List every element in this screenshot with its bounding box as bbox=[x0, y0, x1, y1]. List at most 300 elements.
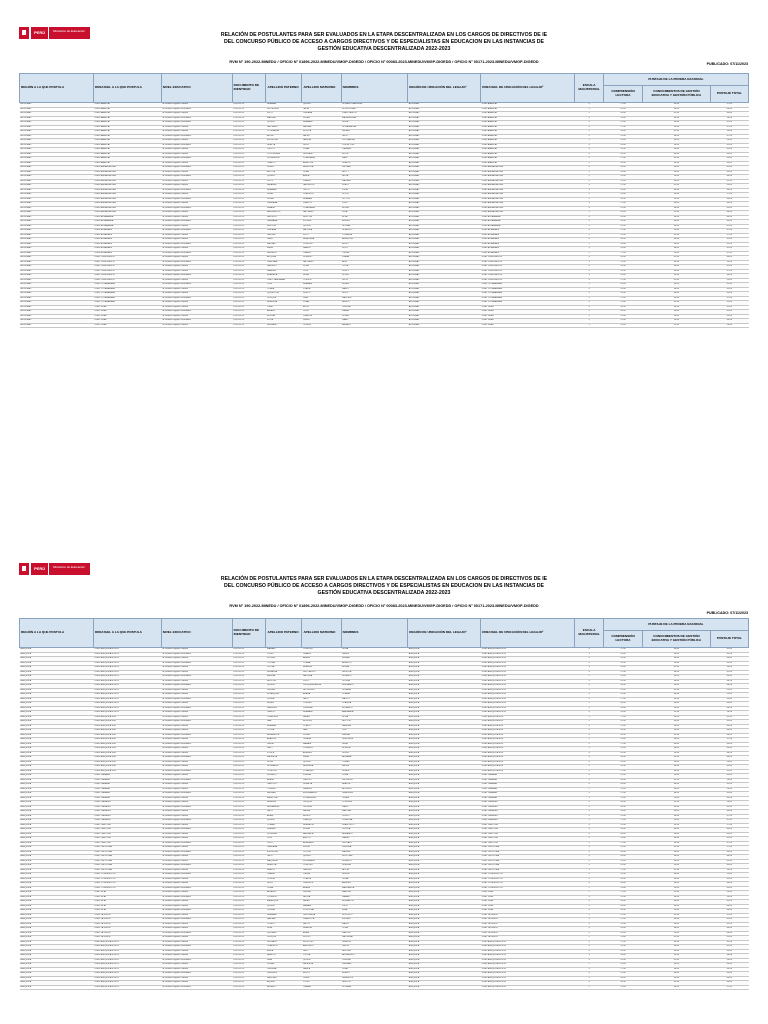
table-cell: 16.00 bbox=[603, 242, 642, 247]
table-cell: AREQUIPA bbox=[408, 733, 481, 738]
table-cell: XXXXXXXX bbox=[232, 886, 266, 891]
table-cell: 4 bbox=[575, 882, 604, 887]
table-cell: 3 bbox=[575, 310, 604, 315]
table-cell: HUGO bbox=[341, 242, 408, 247]
table-cell: MAMANI bbox=[266, 648, 302, 653]
table-cell: UGEL ISLAY bbox=[481, 904, 575, 909]
header-nivel: NIVEL EDUCATIVO bbox=[161, 74, 232, 103]
table-cell: 17.00 bbox=[603, 715, 642, 720]
table-cell: IE Gestión Regular Primaria bbox=[161, 305, 232, 310]
table-cell: APURIMAC bbox=[408, 251, 481, 256]
table-cell: 3 bbox=[575, 756, 604, 761]
table-cell: 48.00 bbox=[643, 724, 711, 729]
table-cell: 60.00 bbox=[710, 756, 748, 761]
table-cell: HILDA bbox=[341, 175, 408, 180]
table-cell: MAMANI bbox=[302, 904, 341, 909]
table-cell: APURIMAC bbox=[408, 233, 481, 238]
table-cell: XXXXXXXX bbox=[232, 801, 266, 806]
table-cell: XXXXXXXX bbox=[232, 103, 266, 108]
table-cell: UGEL AYMARAES bbox=[481, 238, 575, 243]
table-cell: UGEL CHINCHEROS bbox=[94, 269, 162, 274]
title-line: GESTIÓN EDUCATIVA DESCENTRALIZADA 2022-2023 bbox=[317, 46, 451, 53]
table-cell: 15.00 bbox=[603, 747, 642, 752]
table-cell: 13.00 bbox=[603, 193, 642, 198]
table-cell: HUARACA bbox=[266, 274, 302, 279]
table-cell: 15.00 bbox=[603, 314, 642, 319]
table-cell: 46.00 bbox=[643, 265, 711, 270]
table-cell: UGEL LA UNION bbox=[481, 913, 575, 918]
table-cell: 19.00 bbox=[603, 765, 642, 770]
table-cell: APURIMAC bbox=[408, 215, 481, 220]
table-cell: XXXXXXXX bbox=[232, 949, 266, 954]
table-cell: AREQUIPA bbox=[408, 652, 481, 657]
table-cell: CUBA bbox=[302, 170, 341, 175]
table-cell: IE Gestión Regular Secundaria bbox=[161, 873, 232, 878]
table-cell: 65.00 bbox=[710, 774, 748, 779]
table-cell: YUCRA bbox=[266, 729, 302, 734]
table-cell: ARANA bbox=[302, 693, 341, 698]
table-cell: AREQUIPA bbox=[408, 945, 481, 950]
table-cell: LUIS bbox=[341, 729, 408, 734]
table-cell: 5 bbox=[575, 963, 604, 968]
table-cell: 42.00 bbox=[643, 211, 711, 216]
table-cell: 44.00 bbox=[643, 850, 711, 855]
table-cell: UGEL LA UNION bbox=[94, 936, 162, 941]
table-cell: 17.00 bbox=[603, 184, 642, 189]
table-cell: HUARACHI bbox=[302, 823, 341, 828]
table-cell: 48.00 bbox=[643, 949, 711, 954]
table-cell: UGEL AREQUIPA NORTE bbox=[94, 652, 162, 657]
table-cell: CUSI bbox=[266, 283, 302, 288]
table-cell: UGEL AREQUIPA SUR bbox=[481, 738, 575, 743]
table-cell: UGEL AREQUIPA NORTE bbox=[94, 949, 162, 954]
table-cell: IE Gestión Regular Primaria bbox=[161, 130, 232, 135]
table-cell: CCALLA bbox=[302, 877, 341, 882]
table-cell: CECILIA bbox=[341, 828, 408, 833]
table-cell: 58.00 bbox=[710, 760, 748, 765]
table-cell: APURIMAC bbox=[408, 184, 481, 189]
table-cell: ARAPA bbox=[302, 886, 341, 891]
table-cell: XXXXXXXX bbox=[232, 855, 266, 860]
table-cell: IE Gestión Regular Primaria bbox=[161, 301, 232, 306]
table-cell: UGEL AYMARAES bbox=[94, 233, 162, 238]
table-cell: VALDIVIA bbox=[302, 229, 341, 234]
table-cell: FELIX bbox=[341, 292, 408, 297]
table-cell: 5 bbox=[575, 220, 604, 225]
table-cell: APURIMAC bbox=[20, 238, 94, 243]
table-cell: IE Gestión Regular Secundaria bbox=[161, 985, 232, 990]
table-cell: APURIMAC bbox=[408, 157, 481, 162]
table-cell: ROJAS bbox=[302, 828, 341, 833]
header-conocimientos: CONOCIMIENTOS DE GESTIÓN EDUCATIVA Y GESTIÓN PÚBLICA bbox=[643, 86, 711, 103]
table-cell: 42.00 bbox=[643, 846, 711, 851]
table-cell: QUISPE bbox=[302, 855, 341, 860]
table-cell: 18.00 bbox=[603, 305, 642, 310]
table-cell: IE Gestión Regular Primaria bbox=[161, 238, 232, 243]
table-cell: 62.00 bbox=[710, 287, 748, 292]
table-cell: UGEL CONDESUYOS bbox=[94, 882, 162, 887]
table-cell: 42.00 bbox=[643, 157, 711, 162]
table-cell: IE Gestión Regular Secundaria bbox=[161, 886, 232, 891]
table-cell: UGEL ABANCAY bbox=[481, 125, 575, 130]
table-cell: XXXXXXXX bbox=[232, 305, 266, 310]
table-cell: VICTOR bbox=[341, 197, 408, 202]
table-cell: XXXXXXXX bbox=[232, 121, 266, 126]
table-cell: AREQUIPA bbox=[408, 841, 481, 846]
table-cell: IE Gestión Regular Primaria bbox=[161, 810, 232, 815]
table-cell: APURIMAC bbox=[20, 161, 94, 166]
table-cell: AREQUIPA bbox=[408, 751, 481, 756]
table-cell: XXXXXXXX bbox=[232, 287, 266, 292]
table-cell: AREQUIPA bbox=[408, 949, 481, 954]
table-cell: IE Gestión Regular Primaria bbox=[161, 796, 232, 801]
table-cell: UGEL CASTILLA bbox=[94, 841, 162, 846]
table-cell: HUILLCA bbox=[266, 224, 302, 229]
table-cell: AREQUIPA bbox=[408, 724, 481, 729]
table-cell: IE Gestión Regular Primaria bbox=[161, 976, 232, 981]
table-cell: 50.00 bbox=[643, 229, 711, 234]
table-cell: UGEL AREQUIPA NORTE bbox=[94, 967, 162, 972]
table-cell: UGEL AYMARAES bbox=[481, 242, 575, 247]
table-cell: 60.00 bbox=[710, 733, 748, 738]
table-cell: APURIMAC bbox=[408, 152, 481, 157]
table-cell: 59.00 bbox=[710, 278, 748, 283]
table-cell: CHAVEZ bbox=[302, 251, 341, 256]
table-cell: 5 bbox=[575, 319, 604, 324]
table-cell: 66.00 bbox=[710, 657, 748, 662]
table-cell: 16.00 bbox=[603, 900, 642, 905]
table-cell: IE Gestión Regular Primaria bbox=[161, 760, 232, 765]
table-cell: 42.00 bbox=[643, 756, 711, 761]
table-cell: 63.00 bbox=[710, 886, 748, 891]
table-cell: XXXXXXXX bbox=[232, 774, 266, 779]
table-cell: 4 bbox=[575, 783, 604, 788]
table-cell: 14.00 bbox=[603, 666, 642, 671]
table-cell: AREQUIPA bbox=[20, 706, 94, 711]
table-cell: 62.00 bbox=[710, 166, 748, 171]
table-cell: UGEL ANTABAMBA bbox=[94, 215, 162, 220]
table-cell: UGEL CHINCHEROS bbox=[481, 274, 575, 279]
table-cell: APURIMAC bbox=[20, 220, 94, 225]
table-cell: AREQUIPA bbox=[408, 661, 481, 666]
table-cell: UGEL ANDAHUAYLAS bbox=[481, 166, 575, 171]
table-cell: BEDOYA bbox=[266, 679, 302, 684]
table-cell: 17.00 bbox=[603, 792, 642, 797]
table-cell: APURIMAC bbox=[408, 175, 481, 180]
table-cell: APURIMAC bbox=[20, 242, 94, 247]
table-cell: SERGIO bbox=[341, 873, 408, 878]
table-cell: RICARDO bbox=[341, 675, 408, 680]
table-cell: CHOQUEHUANCA bbox=[302, 684, 341, 689]
table-cell: 42.00 bbox=[643, 891, 711, 896]
table-cell: APURIMAC bbox=[20, 260, 94, 265]
table-cell: 16.00 bbox=[603, 706, 642, 711]
table-cell: AREQUIPA bbox=[20, 684, 94, 689]
table-cell: IE Gestión Regular Primaria bbox=[161, 679, 232, 684]
table-cell: 4 bbox=[575, 278, 604, 283]
table-cell: IE Gestión Regular Primaria bbox=[161, 657, 232, 662]
table-cell: APURIMAC bbox=[408, 139, 481, 144]
header-total: PUNTAJE TOTAL bbox=[710, 631, 748, 648]
table-cell: 50.00 bbox=[643, 274, 711, 279]
table-cell: UGEL ISLAY bbox=[94, 904, 162, 909]
table-cell: IE Gestión Regular Primaria bbox=[161, 247, 232, 252]
table-cell: 48.00 bbox=[643, 657, 711, 662]
table-cell: UGEL AYMARAES bbox=[94, 247, 162, 252]
table-cell: 17.00 bbox=[603, 891, 642, 896]
table-cell: UGEL AREQUIPA NORTE bbox=[94, 985, 162, 990]
table-cell: AREQUIPA bbox=[20, 895, 94, 900]
table-cell: IE Gestión Regular Secundaria bbox=[161, 684, 232, 689]
table-cell: APURIMAC bbox=[20, 305, 94, 310]
table-cell: 14.00 bbox=[603, 810, 642, 815]
table-cell: DIAZ bbox=[266, 720, 302, 725]
table-cell: APURIMAC bbox=[408, 323, 481, 328]
table-cell: 59.00 bbox=[710, 693, 748, 698]
header-ap-pat: APELLIDO PATERNO bbox=[266, 619, 302, 648]
table-cell: AREQUIPA bbox=[408, 684, 481, 689]
table-cell: 61.00 bbox=[710, 247, 748, 252]
table-cell: JESUS bbox=[341, 751, 408, 756]
table-cell: 50.00 bbox=[643, 661, 711, 666]
table-cell: PUMA bbox=[302, 301, 341, 306]
table-cell: 14.00 bbox=[603, 274, 642, 279]
table-cell: 14.00 bbox=[603, 760, 642, 765]
table-cell: JAVIER bbox=[341, 652, 408, 657]
table-cell: KARINA bbox=[341, 733, 408, 738]
table-cell: JULIO bbox=[341, 904, 408, 909]
table-cell: 42.00 bbox=[643, 868, 711, 873]
table-cell: IRMA bbox=[341, 909, 408, 914]
table-cell: 44.00 bbox=[643, 783, 711, 788]
table-cell: PACHECO bbox=[266, 251, 302, 256]
table-cell: 16.00 bbox=[603, 170, 642, 175]
table-cell: IE Gestión Regular Primaria bbox=[161, 859, 232, 864]
table-cell: AREQUIPA bbox=[408, 675, 481, 680]
table-cell: QQUELCCA bbox=[266, 292, 302, 297]
table-cell: 3 bbox=[575, 769, 604, 774]
table-cell: 60.00 bbox=[710, 170, 748, 175]
table-cell: 64.00 bbox=[710, 832, 748, 837]
table-cell: AREQUIPA bbox=[20, 796, 94, 801]
table-cell: UGEL AREQUIPA NORTE bbox=[481, 949, 575, 954]
table-cell: UGEL ANDAHUAYLAS bbox=[94, 197, 162, 202]
table-cell: AREQUIPA bbox=[20, 729, 94, 734]
table-cell: XXXXXXXX bbox=[232, 269, 266, 274]
table-cell: APURIMAC bbox=[20, 292, 94, 297]
table-cell: AREQUIPA bbox=[408, 679, 481, 684]
table-cell: APURIMAC bbox=[20, 256, 94, 261]
table-cell: APURIMAC bbox=[408, 287, 481, 292]
table-cell: APURIMAC bbox=[408, 170, 481, 175]
table-cell: WILLIAM bbox=[341, 166, 408, 171]
table-cell: UGEL AREQUIPA NORTE bbox=[94, 693, 162, 698]
table-cell: 3 bbox=[575, 148, 604, 153]
table-cell: ROCIO bbox=[341, 193, 408, 198]
table-cell: APURIMAC bbox=[20, 229, 94, 234]
table-cell: HERRERA bbox=[302, 765, 341, 770]
table-cell: 15.00 bbox=[603, 945, 642, 950]
table-cell: 13.00 bbox=[603, 738, 642, 743]
table-cell: 40.00 bbox=[643, 103, 711, 108]
table-cell: 3 bbox=[575, 233, 604, 238]
table-cell: AREQUIPA bbox=[20, 913, 94, 918]
table-cell: UGEL AREQUIPA NORTE bbox=[481, 706, 575, 711]
table-cell: OSCAR bbox=[341, 251, 408, 256]
table-cell: IE Gestión Regular Secundaria bbox=[161, 756, 232, 761]
table-cell: AYALA bbox=[302, 175, 341, 180]
table-cell: AMPUERO bbox=[302, 945, 341, 950]
table-cell: PAOLA bbox=[341, 765, 408, 770]
table-cell: UGEL CAMANA bbox=[481, 787, 575, 792]
table-cell: AREQUIPA bbox=[20, 805, 94, 810]
table-cell: VERONICA bbox=[341, 738, 408, 743]
table-cell: AREQUIPA bbox=[408, 778, 481, 783]
table-cell: 65.00 bbox=[710, 792, 748, 797]
table-cell: 18.00 bbox=[603, 283, 642, 288]
table-cell: APURIMAC bbox=[408, 305, 481, 310]
table-cell: XXXXXXXX bbox=[232, 310, 266, 315]
table-cell: VALDIVIA bbox=[302, 675, 341, 680]
table-cell: AREQUIPA bbox=[20, 652, 94, 657]
table-cell: UGEL AREQUIPA SUR bbox=[481, 742, 575, 747]
table-cell: APURIMAC bbox=[408, 229, 481, 234]
table-cell: XXXXXXXX bbox=[232, 729, 266, 734]
table-cell: TORRES bbox=[302, 702, 341, 707]
table-cell: UGEL AREQUIPA NORTE bbox=[94, 675, 162, 680]
table-cell: UGEL ABANCAY bbox=[481, 103, 575, 108]
table-cell: XXXXXXXX bbox=[232, 864, 266, 869]
table-cell: CARMEN bbox=[341, 148, 408, 153]
table-cell: 15.00 bbox=[603, 774, 642, 779]
table-cell: 46.00 bbox=[643, 832, 711, 837]
table-cell: NESTOR bbox=[341, 981, 408, 986]
table-cell: CHAVEZ bbox=[266, 873, 302, 878]
table-cell: APURIMAC bbox=[20, 301, 94, 306]
table-cell: AREQUIPA bbox=[20, 864, 94, 869]
table-cell: ARCE bbox=[302, 305, 341, 310]
table-cell: AREQUIPA bbox=[408, 792, 481, 797]
table-cell: 19.00 bbox=[603, 814, 642, 819]
table-cell: AREQUIPA bbox=[20, 666, 94, 671]
table-cell: 19.00 bbox=[603, 134, 642, 139]
table-cell: 66.00 bbox=[710, 882, 748, 887]
table-cell: 64.00 bbox=[710, 107, 748, 112]
title-line: GESTIÓN EDUCATIVA DESCENTRALIZADA 2022-2023 bbox=[317, 590, 451, 597]
table-cell: LOAIZA bbox=[302, 287, 341, 292]
table-cell: CHIRE bbox=[302, 976, 341, 981]
table-cell: 48.00 bbox=[643, 206, 711, 211]
table-cell: 4 bbox=[575, 810, 604, 815]
minedu-logo bbox=[19, 562, 90, 575]
table-cell: DORIS bbox=[341, 274, 408, 279]
table-cell: 5 bbox=[575, 702, 604, 707]
table-cell: RAUL bbox=[341, 157, 408, 162]
table-cell: PACO bbox=[302, 697, 341, 702]
table-cell: AREQUIPA bbox=[20, 954, 94, 959]
table-cell: 59.00 bbox=[710, 891, 748, 896]
table-cell: VEGA bbox=[302, 274, 341, 279]
table-cell: AREQUIPA bbox=[20, 814, 94, 819]
table-cell: IE Gestión Regular Secundaria bbox=[161, 769, 232, 774]
table-cell: 62.00 bbox=[710, 859, 748, 864]
table-cell: XXXXXXXX bbox=[232, 670, 266, 675]
table-cell: 46.00 bbox=[643, 922, 711, 927]
table-cell: APURIMAC bbox=[20, 224, 94, 229]
table-cell: LUZ MARINA bbox=[341, 139, 408, 144]
table-cell: 19.00 bbox=[603, 175, 642, 180]
table-cell: APURIMAC bbox=[408, 265, 481, 270]
table-cell: UGEL ABANCAY bbox=[481, 143, 575, 148]
minedu-logo bbox=[19, 26, 90, 39]
table-cell: SOTO bbox=[266, 112, 302, 117]
table-cell: 18.00 bbox=[603, 161, 642, 166]
table-cell: ALVARADO bbox=[302, 841, 341, 846]
table-cell: TAIPE bbox=[266, 238, 302, 243]
table-cell: SANCHEZ bbox=[266, 976, 302, 981]
table-cell: 3 bbox=[575, 224, 604, 229]
table-cell: 61.00 bbox=[710, 670, 748, 675]
header-conocimientos: CONOCIMIENTOS DE GESTIÓN EDUCATIVA Y GESTIÓN PÚBLICA bbox=[643, 631, 711, 648]
table-cell: UGEL ABANCAY bbox=[481, 130, 575, 135]
table-cell: AREQUIPA bbox=[408, 954, 481, 959]
table-cell: XXXXXXXX bbox=[232, 706, 266, 711]
table-cell: XXXXXXXX bbox=[232, 319, 266, 324]
table-cell: IE Gestión Regular Secundaria bbox=[161, 296, 232, 301]
table-cell: 68.00 bbox=[710, 954, 748, 959]
table-cell: BENITO bbox=[341, 301, 408, 306]
table-cell: UGEL AREQUIPA NORTE bbox=[94, 706, 162, 711]
table-cell: 61.00 bbox=[710, 922, 748, 927]
table-cell: APURIMAC bbox=[20, 274, 94, 279]
table-cell: 64.00 bbox=[710, 927, 748, 932]
table-cell: XXXXXXXX bbox=[232, 679, 266, 684]
table-cell: 66.00 bbox=[710, 976, 748, 981]
table-cell: ADRIANA bbox=[341, 756, 408, 761]
table-cell: IE Gestión Regular Primaria bbox=[161, 900, 232, 905]
table-cell: UGEL CAMANA bbox=[481, 796, 575, 801]
table-cell: XXXXXXXX bbox=[232, 945, 266, 950]
table-cell: XXXXXXXX bbox=[232, 792, 266, 797]
table-cell: UGEL AREQUIPA SUR bbox=[94, 742, 162, 747]
table-cell: AREQUIPA bbox=[408, 936, 481, 941]
table-cell: OLGA bbox=[341, 927, 408, 932]
table-cell: IE Gestión Regular Primaria bbox=[161, 693, 232, 698]
table-cell: SALAZAR bbox=[266, 184, 302, 189]
table-cell: 50.00 bbox=[643, 684, 711, 689]
table-cell: UGEL CASTILLA bbox=[94, 828, 162, 833]
table-cell: APURIMAC bbox=[20, 179, 94, 184]
table-cell: APURIMAC bbox=[20, 202, 94, 207]
table-cell: UGEL CHINCHEROS bbox=[94, 278, 162, 283]
table-cell: UGEL AYMARAES bbox=[94, 251, 162, 256]
table-cell: AREQUIPA bbox=[20, 819, 94, 824]
table-cell: XXXXXXXX bbox=[232, 125, 266, 130]
table-cell: AREQUIPA bbox=[20, 765, 94, 770]
table-cell: XXXXXXXX bbox=[232, 256, 266, 261]
table-cell: APURIMAC bbox=[20, 112, 94, 117]
table-cell: 67.00 bbox=[710, 134, 748, 139]
table-cell: IE Gestión Regular Secundaria bbox=[161, 220, 232, 225]
table-cell: APURIMAC bbox=[408, 292, 481, 297]
table-cell: 3 bbox=[575, 778, 604, 783]
table-cell: 3 bbox=[575, 283, 604, 288]
table-cell: UGEL CHINCHEROS bbox=[481, 260, 575, 265]
table-cell: 4 bbox=[575, 287, 604, 292]
table-cell: DELGADO bbox=[266, 940, 302, 945]
table-cell: UGEL CHINCHEROS bbox=[94, 256, 162, 261]
table-cell: LLANQUI bbox=[302, 819, 341, 824]
